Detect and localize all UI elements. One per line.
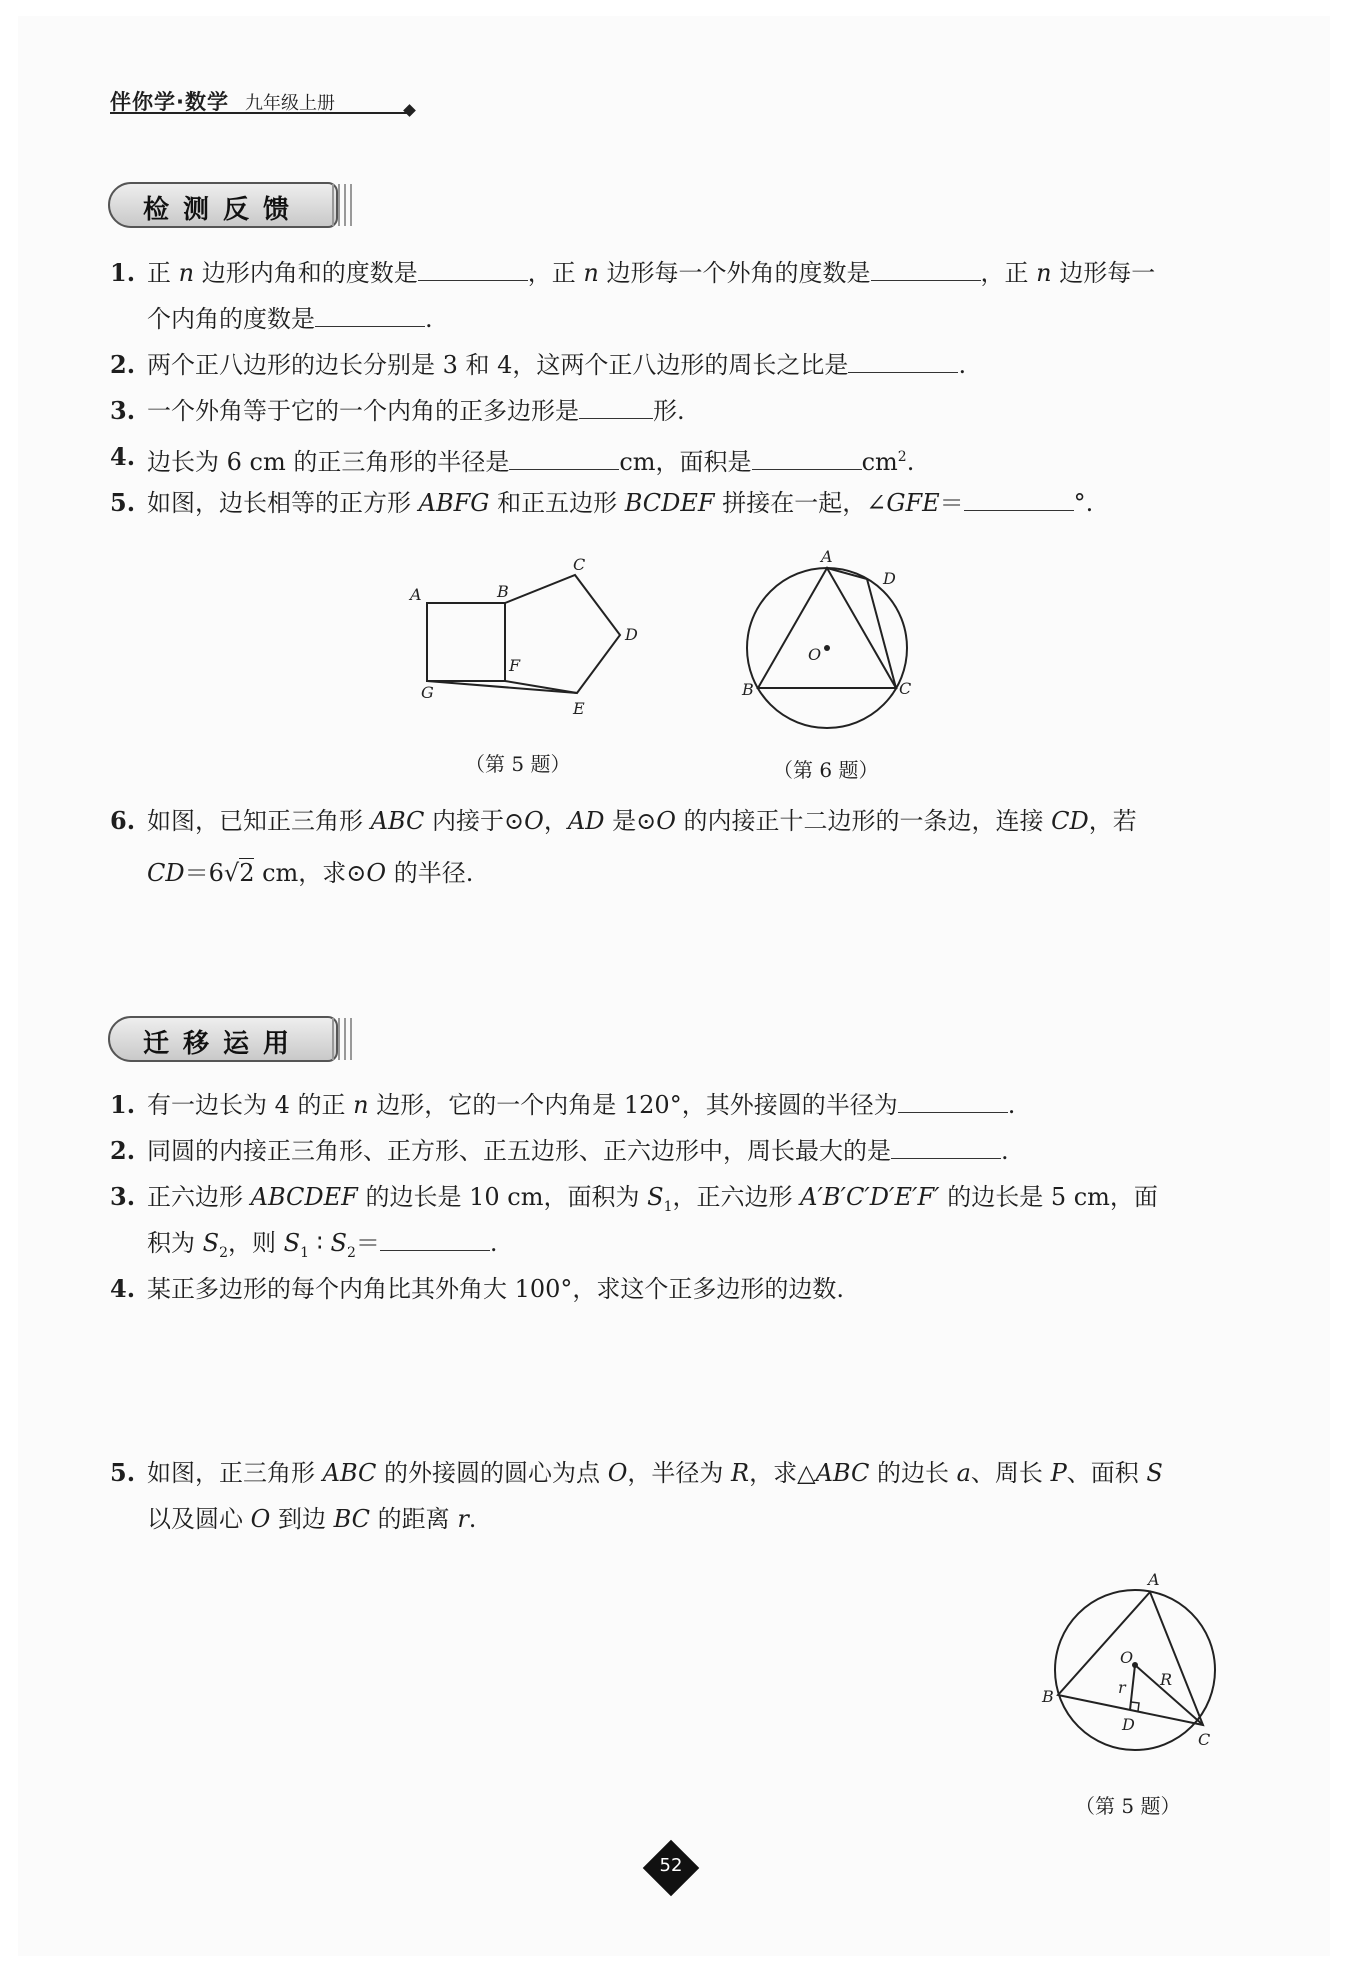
- s2-question-4: [110, 1274, 1245, 1304]
- text: 边形内角和的度数是: [194, 259, 418, 287]
- math-var: S: [1146, 1459, 1163, 1487]
- question-number: 5.: [110, 1458, 136, 1487]
- math-var: r: [457, 1505, 469, 1533]
- subscript: 1: [663, 1198, 673, 1215]
- subscript: 2: [347, 1244, 356, 1261]
- label-A: A: [410, 585, 422, 604]
- text: .: [468, 1505, 477, 1533]
- s2-question-5-cont: [110, 1504, 1245, 1534]
- text: 如图，正三角形: [147, 1459, 323, 1487]
- s2-question-2: [110, 1136, 1245, 1166]
- answer-blank[interactable]: [418, 260, 528, 281]
- figure-caption: （第 5 题）: [1075, 1794, 1181, 1818]
- question-number: 6.: [110, 806, 136, 835]
- sqrt-radicand: 2: [239, 859, 255, 887]
- subscript: 2: [219, 1244, 229, 1261]
- math-var: a: [956, 1459, 971, 1487]
- question-number: 4.: [110, 1274, 136, 1303]
- text: ，求△: [749, 1459, 816, 1487]
- math-var: O: [366, 859, 387, 887]
- figure-square-pentagon: [405, 548, 645, 728]
- text: ，正: [527, 259, 584, 287]
- answer-blank[interactable]: [315, 306, 425, 327]
- math-var: A′B′C′D′E′F′: [800, 1183, 940, 1211]
- text: 积为: [147, 1229, 203, 1257]
- text: .: [1001, 1137, 1009, 1165]
- label-D: D: [1122, 1715, 1135, 1734]
- text: 如图，已知正三角形: [147, 807, 371, 835]
- text: 正六边形: [147, 1183, 251, 1211]
- text: ，: [543, 807, 568, 835]
- label-B: B: [742, 680, 754, 699]
- text: ＝: [355, 1229, 380, 1257]
- answer-blank[interactable]: [964, 490, 1074, 511]
- badge-stripes-icon: [332, 182, 362, 228]
- text: 同圆的内接正三角形、正方形、正五边形、正六边形中，周长最大的是: [147, 1137, 891, 1165]
- grade-label: 九年级上册: [244, 93, 335, 114]
- text: .: [1007, 1091, 1016, 1119]
- text: 的半径.: [386, 859, 474, 887]
- math-var: CD: [147, 859, 185, 887]
- figure-caption: （第 6 题）: [773, 758, 879, 782]
- answer-blank[interactable]: [752, 449, 862, 470]
- text: ＝6: [184, 859, 224, 887]
- text: 是⊙: [604, 807, 657, 835]
- text: °.: [1073, 489, 1094, 517]
- text: 内接于⊙: [424, 807, 525, 835]
- figure-circle-triangle: [735, 548, 935, 738]
- label-C: C: [899, 679, 912, 698]
- text: cm，求⊙: [254, 859, 367, 887]
- math-var: S: [202, 1229, 220, 1257]
- text: .: [906, 448, 915, 476]
- label-B: B: [497, 582, 509, 601]
- text: ，若: [1088, 807, 1137, 835]
- badge-stripes-icon: [332, 1016, 362, 1062]
- math-var: O: [524, 807, 544, 835]
- text: 边长为 6 cm 的正三角形的半径是: [147, 448, 510, 476]
- text: ，正六边形: [672, 1183, 801, 1211]
- section-badge-feedback: [108, 182, 338, 228]
- text: 个内角的度数是: [147, 305, 315, 333]
- label-r: r: [1118, 1678, 1126, 1697]
- text: 以及圆心: [147, 1505, 251, 1533]
- math-var: O: [656, 807, 676, 835]
- math-var: AD: [567, 807, 605, 835]
- text: 、面积: [1066, 1459, 1147, 1487]
- math-var: O: [250, 1505, 271, 1533]
- question-1-cont: [110, 304, 1245, 334]
- book-title: 伴你学·数学: [110, 90, 229, 114]
- text: 两个正八边形的边长分别是 3 和 4，这两个正八边形的周长之比是: [147, 351, 849, 379]
- text: 某正多边形的每个内角比其外角大 100°，求这个正多边形的边数.: [147, 1275, 845, 1303]
- label-D: D: [883, 569, 896, 588]
- text: 的内接正十二边形的一条边，连接: [675, 807, 1052, 835]
- math-var: CD: [1051, 807, 1089, 835]
- math-var: n: [583, 259, 599, 287]
- text: 一个外角等于它的一个内角的正多边形是: [147, 397, 579, 425]
- s2-question-3: [110, 1182, 1245, 1222]
- math-var: ABFG: [418, 489, 490, 517]
- page-number: 52: [659, 1855, 683, 1876]
- text: ，正: [980, 259, 1037, 287]
- math-var: ABC: [370, 807, 425, 835]
- text: 的边长是 5 cm，面: [939, 1183, 1158, 1211]
- question-2: [110, 350, 1245, 380]
- math-var: P: [1050, 1459, 1067, 1487]
- text: ∶: [309, 1229, 331, 1257]
- label-R: R: [1160, 1670, 1173, 1689]
- label-C: C: [573, 555, 586, 574]
- math-var: BCDEF: [624, 489, 715, 517]
- text: 如图，边长相等的正方形: [147, 489, 419, 517]
- math-var: ABCDEF: [250, 1183, 358, 1211]
- math-var: n: [353, 1091, 369, 1119]
- math-var: O: [607, 1459, 628, 1487]
- label-G: G: [421, 683, 434, 702]
- label-O: O: [808, 645, 822, 664]
- question-number: 2.: [110, 350, 136, 379]
- subscript: 1: [300, 1244, 310, 1261]
- section-title: 迁移运用: [142, 1029, 303, 1059]
- text: 的边长是 10 cm，面积为: [357, 1183, 648, 1211]
- label-B: B: [1042, 1687, 1054, 1706]
- text: cm: [861, 448, 898, 476]
- text: cm，面积是: [619, 448, 752, 476]
- text: ，则: [228, 1229, 284, 1257]
- math-var: S: [647, 1183, 664, 1211]
- answer-blank[interactable]: [898, 1092, 1008, 1113]
- section-title: 检测反馈: [142, 195, 303, 225]
- answer-blank[interactable]: [509, 449, 619, 470]
- math-var: GFE: [886, 489, 940, 517]
- text: ＝: [939, 489, 964, 517]
- s2-question-1: [110, 1090, 1245, 1120]
- math-var: S: [283, 1229, 301, 1257]
- math-var: ABC: [815, 1459, 870, 1487]
- label-A: A: [1148, 1570, 1160, 1589]
- text: 有一边长为 4 的正: [147, 1091, 354, 1119]
- question-5: [110, 488, 1245, 518]
- text: 的距离: [370, 1505, 458, 1533]
- text: 、周长: [970, 1459, 1051, 1487]
- text: .: [425, 305, 433, 333]
- question-number: 1.: [110, 258, 136, 287]
- label-D: D: [625, 625, 638, 644]
- text: 边形每一: [1051, 259, 1156, 287]
- text: 边形，它的一个内角是 120°，其外接圆的半径为: [368, 1091, 898, 1119]
- question-number: 5.: [110, 488, 136, 517]
- text: 到边: [270, 1505, 334, 1533]
- superscript: 2: [897, 449, 907, 465]
- question-number: 3.: [110, 396, 136, 425]
- label-F: F: [509, 656, 521, 675]
- math-var: n: [178, 259, 195, 287]
- figure-circumcircle: [1030, 1565, 1250, 1765]
- question-3: [110, 396, 1245, 426]
- label-C: C: [1198, 1730, 1211, 1749]
- figure-caption: （第 5 题）: [465, 752, 571, 776]
- answer-blank[interactable]: [579, 398, 653, 419]
- s2-question-3-cont: [110, 1228, 1245, 1268]
- text: 正: [147, 259, 179, 287]
- text: .: [958, 351, 967, 379]
- question-number: 4.: [110, 442, 136, 471]
- text: 的边长: [869, 1459, 957, 1487]
- question-4: [110, 442, 1245, 477]
- label-E: E: [573, 699, 585, 718]
- answer-blank[interactable]: [848, 352, 958, 373]
- label-A: A: [821, 548, 833, 566]
- text: ，半径为: [627, 1459, 732, 1487]
- answer-blank[interactable]: [380, 1230, 490, 1251]
- answer-blank[interactable]: [871, 260, 981, 281]
- math-var: S: [330, 1229, 347, 1257]
- text: 形.: [653, 397, 685, 425]
- section-badge-application: [108, 1016, 338, 1062]
- text: 和正五边形: [489, 489, 625, 517]
- question-6: [110, 806, 1245, 836]
- math-var: ABC: [322, 1459, 377, 1487]
- text: 拼接在一起，∠: [714, 489, 887, 517]
- text: 边形每一个外角的度数是: [598, 259, 871, 287]
- text: .: [489, 1229, 498, 1257]
- math-var: R: [731, 1459, 750, 1487]
- question-1: [110, 258, 1245, 288]
- s2-question-5: [110, 1458, 1245, 1488]
- question-6-cont: [110, 858, 1245, 888]
- label-O: O: [1120, 1648, 1134, 1667]
- question-number: 3.: [110, 1182, 136, 1211]
- answer-blank[interactable]: [891, 1138, 1001, 1159]
- math-var: BC: [333, 1505, 371, 1533]
- text: 的外接圆的圆心为点: [376, 1459, 608, 1487]
- question-number: 2.: [110, 1136, 136, 1165]
- header-rule: [110, 112, 410, 114]
- question-number: 1.: [110, 1090, 136, 1119]
- sqrt-symbol: √: [223, 859, 240, 887]
- math-var: n: [1036, 259, 1052, 287]
